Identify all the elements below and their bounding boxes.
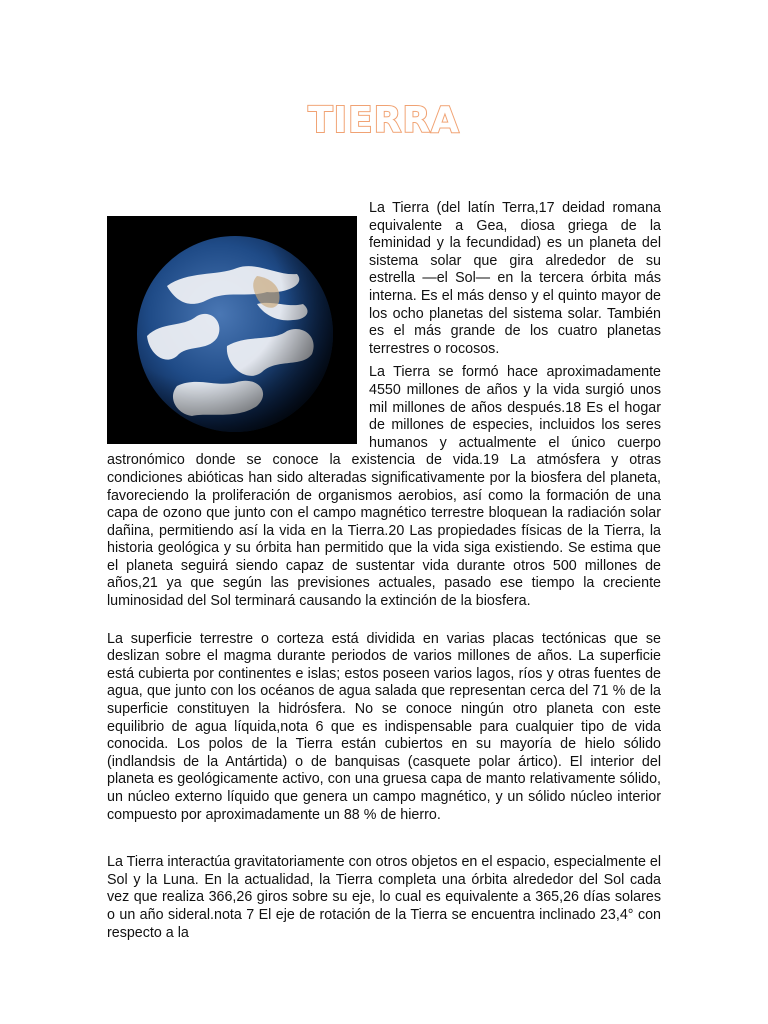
document-body (107, 200, 661, 948)
page-title: TIERRA (308, 100, 460, 141)
paragraph-3: La superficie terrestre o corteza está dividida en varias placas tectónicas que se deslizan sobre el magma durante periodos de varios millones de años. La superficie está cubierta por continentes e islas; estos poseen varios lagos, ríos y otras fuentes de agua, que junto con los océanos de agua salada que representan cerca del 71 % de la superficie constituyen la hidrósfera. No se conoce ningún otro planeta con este equilibrio de agua líquida,nota 6 que es indispensable para cualquier tipo de vida conocida. Los polos de la Tierra están cubiertos en su mayoría de hielo sólido (indlandsis de la Antártida) o de banquisas (casquete polar ártico). El interior del planeta es geológicamente activo, con una gruesa capa de manto relativamente sólido, un núcleo externo líquido que genera un campo magnético, y un sólido núcleo interior compuesto por aproximadamente un 88 % de hierro. (107, 630, 661, 823)
paragraph-1: La Tierra (del latín Terra,17 deidad romana equivalente a Gea, diosa griega de la feminidad y la fecundidad) es un planeta del sistema solar que gira alrededor de su estrella —el Sol— en la tercera órbita más interna. Es el más denso y el quinto mayor de los ocho planetas del sistema solar. También es el más grande de los cuatro planetas terrestres o rocosos. (369, 200, 661, 357)
paragraph-4: La Tierra interactúa gravitatoriamente con otros objetos en el espacio, especialmente el Sol y la Luna. En la actualidad, la Tierra completa una órbita alrededor del Sol cada vez que realiza 366,26 giros sobre su eje, lo cual es equivalente a 365,26 días solares o un año sideral.nota 7 El eje de rotación de la Tierra se encuentra inclinado 23,4° con respecto a la (107, 854, 661, 941)
earth-globe-illustration (107, 216, 357, 444)
earth-image (107, 216, 357, 444)
paragraph-2: La Tierra se formó hace aproximadamente 4550 millones de años y la vida surgió unos mil millones de años después.18 Es el hogar de millones de especies, incluidos los seres humanos y actualmente el único cuerpo astronómico donde se conoce la existencia de vida.19 La atmósfera y otras condiciones abióticas han sido alteradas significativamente por la biosfera del planeta, favoreciendo la proliferación de organismos aerobios, así como la formación de una capa de ozono que junto con el campo magnético terrestre bloquean la radiación solar dañina, permitiendo así la vida en la Tierra.20 Las propiedades físicas de la Tierra, la historia geológica y su órbita han permitido que la vida siga existiendo. Se estima que el planeta seguirá siendo capaz de sustentar vida durante otros 500 millones de años,21 ya que según las previsiones actuales, pasado ese tiempo la creciente luminosidad del Sol terminará causando la extinción de la biosfera. (107, 364, 661, 610)
